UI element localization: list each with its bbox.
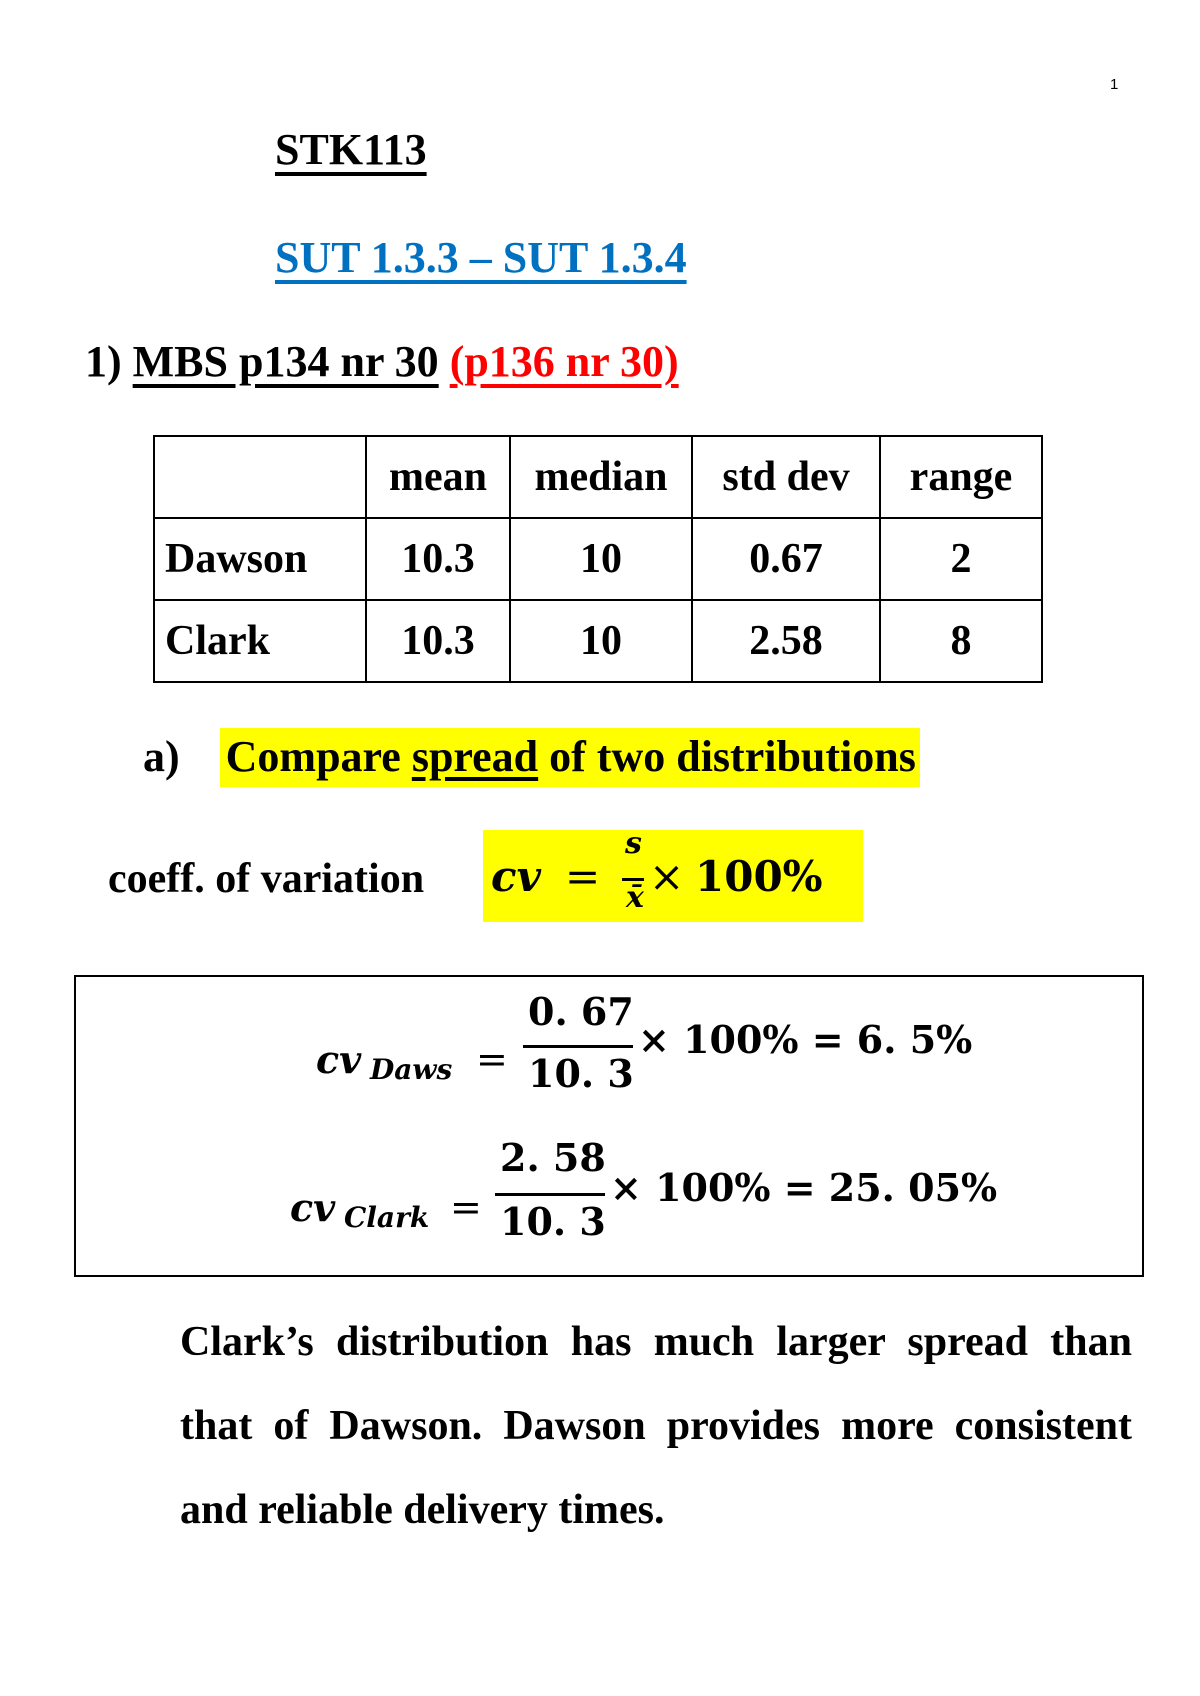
problem-number: 1) <box>85 337 122 386</box>
part-a-heading <box>143 732 920 781</box>
conclusion-paragraph: Clark’s distribution has much larger spread than that of Dawson. Dawson provides more consistent and reliable delivery times. <box>180 1319 1132 1533</box>
cv-symbol: cv <box>491 852 541 901</box>
fraction-bar <box>523 1045 633 1048</box>
cv-numerator: s <box>625 826 642 861</box>
part-a-label: a) <box>143 732 180 781</box>
calc-subscript: Clark <box>344 1201 430 1234</box>
row-label: Dawson <box>154 518 366 600</box>
cell-std-dev: 2.58 <box>692 600 880 682</box>
fraction-bar <box>495 1193 605 1196</box>
problem-alt-reference: (p136 nr 30) <box>449 337 679 386</box>
calc-numerator: 0. 67 <box>528 989 634 1034</box>
problem-reference: MBS p134 nr 30 <box>132 337 439 386</box>
cell-mean: 10.3 <box>366 600 510 682</box>
part-a-highlight <box>220 728 920 787</box>
cell-std-dev: 0.67 <box>692 518 880 600</box>
calc-result: × 100% = 6. 5% <box>638 1017 973 1062</box>
calc-cv-symbol: cv <box>290 1185 336 1230</box>
calc-dawson <box>76 977 1142 1127</box>
calculation-box <box>74 975 1144 1277</box>
cv-times: × <box>649 852 685 901</box>
cell-median: 10 <box>510 600 692 682</box>
cell-median: 10 <box>510 518 692 600</box>
table-header-cell: mean <box>366 436 510 518</box>
cv-factor: 100% <box>695 852 823 901</box>
calc-clark <box>76 1127 1142 1277</box>
cv-formula <box>483 826 863 922</box>
page-subtitle: SUT 1.3.3 – SUT 1.3.4 <box>275 233 687 282</box>
calc-equals: = <box>476 1037 508 1081</box>
cv-definition-label: coeff. of variation <box>108 856 425 902</box>
calc-cv-symbol: cv <box>316 1037 362 1082</box>
table-header-cell <box>154 436 366 518</box>
table-row <box>154 518 1042 600</box>
part-a-text-after: of two distributions <box>549 732 916 781</box>
part-a-underlined: spread <box>411 732 539 781</box>
problem-heading <box>85 337 679 386</box>
cell-mean: 10.3 <box>366 518 510 600</box>
cell-range: 2 <box>880 518 1042 600</box>
table-header-row <box>154 436 1042 518</box>
cv-denominator: x̄ <box>626 880 644 915</box>
part-a-text-before: Compare <box>225 732 401 781</box>
calc-subscript: Daws <box>370 1053 453 1086</box>
calc-equals: = <box>450 1185 482 1229</box>
cell-range: 8 <box>880 600 1042 682</box>
row-label: Clark <box>154 600 366 682</box>
calc-numerator: 2. 58 <box>500 1135 606 1180</box>
calc-denominator: 10. 3 <box>528 1051 634 1096</box>
cv-equals: = <box>565 852 601 901</box>
table-row <box>154 600 1042 682</box>
table-header-cell: std dev <box>692 436 880 518</box>
page-number: 1 <box>1110 76 1119 93</box>
calc-denominator: 10. 3 <box>500 1199 606 1244</box>
calc-result: × 100% = 25. 05% <box>610 1165 998 1210</box>
table-header-cell: median <box>510 436 692 518</box>
page-title: STK113 <box>275 125 427 174</box>
table-header-cell: range <box>880 436 1042 518</box>
stats-table <box>153 435 1043 683</box>
